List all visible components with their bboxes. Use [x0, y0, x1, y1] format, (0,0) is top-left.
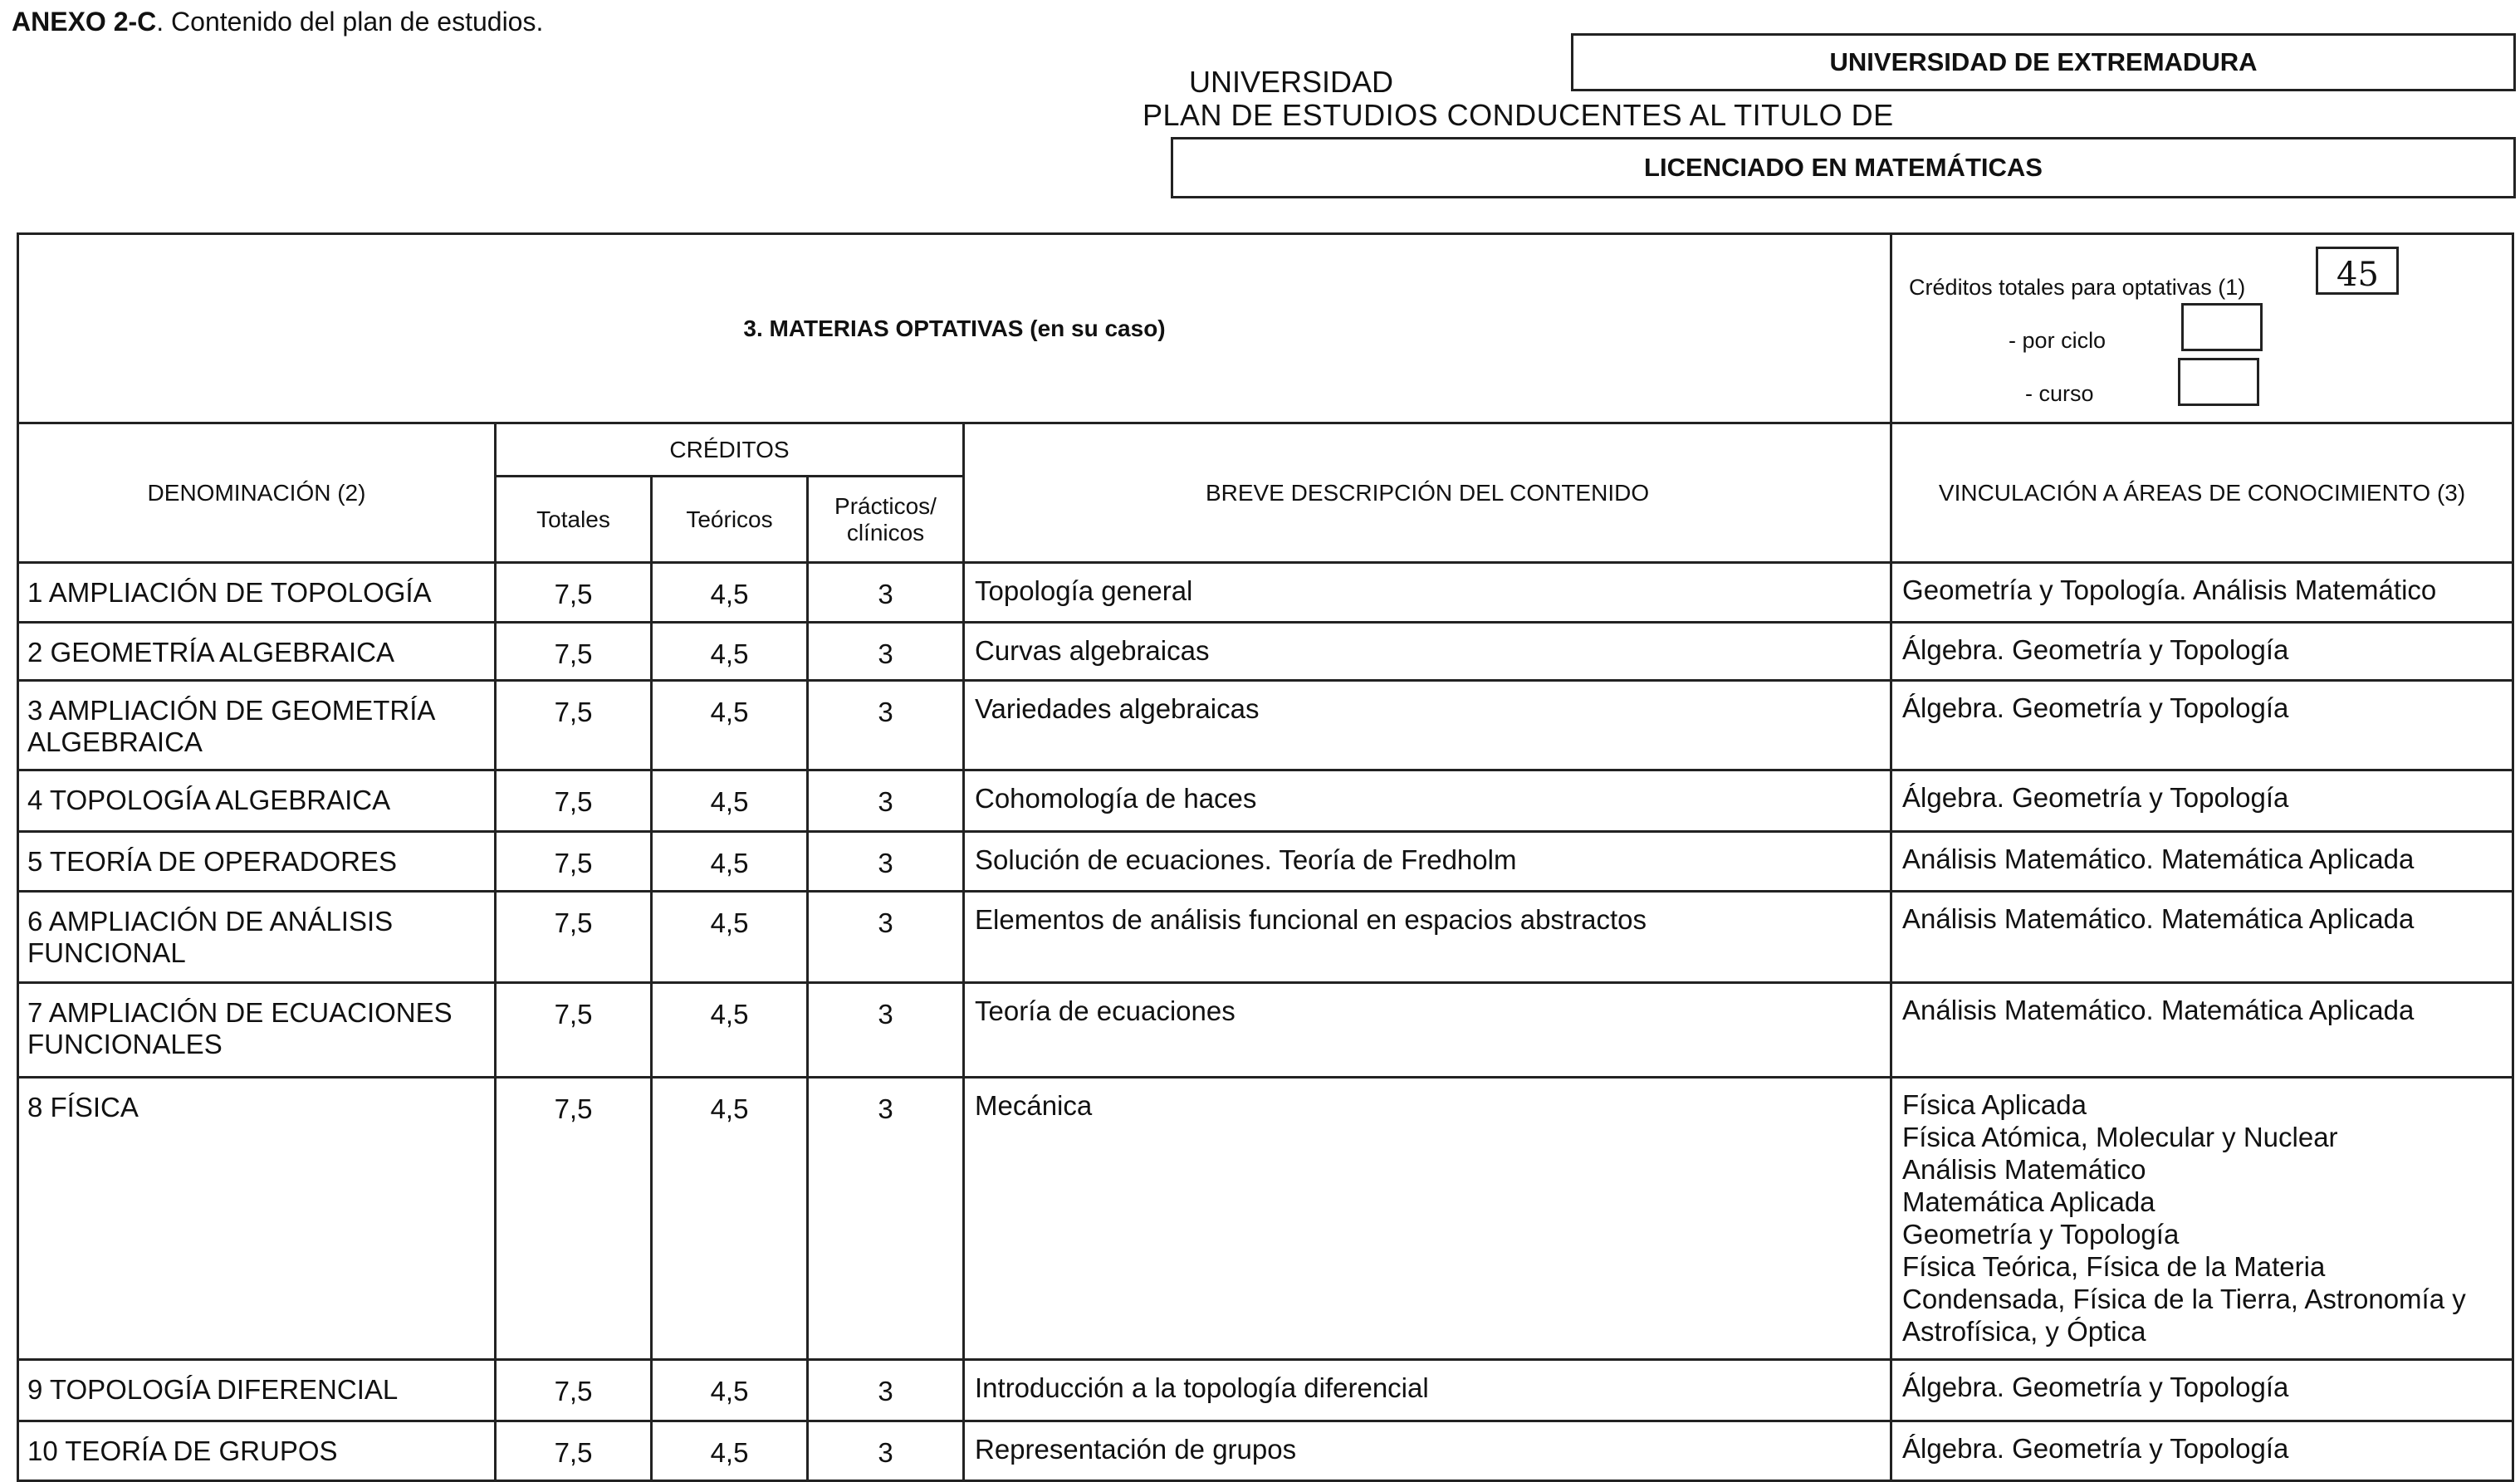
- knowledge-area: Análisis Matemático. Matemática Aplicada: [1902, 844, 2415, 874]
- credits-theory: 4,5: [652, 983, 808, 1078]
- table-row: [18, 623, 2513, 681]
- subject-name: 5 TEORÍA DE OPERADORES: [18, 832, 496, 892]
- subject-name: 2 GEOMETRÍA ALGEBRAICA: [18, 623, 496, 681]
- subject-name: 10 TEORÍA DE GRUPOS: [18, 1421, 496, 1481]
- col-header-description: BREVE DESCRIPCIÓN DEL CONTENIDO: [964, 423, 1891, 563]
- knowledge-areas: [1891, 1360, 2513, 1421]
- table-row: [18, 1078, 2513, 1360]
- subject-name: 9 TOPOLOGÍA DIFERENCIAL: [18, 1360, 496, 1421]
- col-header-totals: Totales: [496, 477, 652, 563]
- university-name-box: [1571, 33, 2516, 91]
- credits-practice: 3: [808, 892, 964, 983]
- knowledge-areas: [1891, 892, 2513, 983]
- knowledge-areas: [1891, 983, 2513, 1078]
- content-description: Variedades algebraicas: [964, 681, 1891, 770]
- table-row: [18, 983, 2513, 1078]
- knowledge-area: Álgebra. Geometría y Topología: [1902, 692, 2289, 723]
- credits-practice: 3: [808, 983, 964, 1078]
- credits-practice: 3: [808, 681, 964, 770]
- knowledge-areas: [1891, 832, 2513, 892]
- knowledge-area: Álgebra. Geometría y Topología: [1902, 1372, 2289, 1402]
- total-credits-label: Créditos totales para optativas (1): [1909, 275, 2246, 300]
- credits-total: 7,5: [496, 892, 652, 983]
- content-description: Mecánica: [964, 1078, 1891, 1360]
- optional-credits-panel: [1891, 234, 2513, 423]
- content-description: Topología general: [964, 563, 1891, 623]
- credits-total: 7,5: [496, 623, 652, 681]
- credits-practice: 3: [808, 623, 964, 681]
- credits-practice: 3: [808, 563, 964, 623]
- credits-total: 7,5: [496, 832, 652, 892]
- knowledge-areas: [1891, 563, 2513, 623]
- subject-name: 3 AMPLIACIÓN DE GEOMETRÍA ALGEBRAICA: [18, 681, 496, 770]
- table-row: [18, 892, 2513, 983]
- credits-theory: 4,5: [652, 681, 808, 770]
- content-description: Cohomología de haces: [964, 770, 1891, 832]
- knowledge-area: Condensada, Física de la Tierra, Astronomía y: [1902, 1284, 2466, 1314]
- knowledge-areas: [1891, 1421, 2513, 1481]
- per-cycle-box: [2181, 303, 2263, 351]
- knowledge-area: Análisis Matemático: [1902, 1154, 2146, 1185]
- section-header-row: [18, 234, 2513, 423]
- table-row: [18, 832, 2513, 892]
- credits-total: 7,5: [496, 983, 652, 1078]
- content-description: Curvas algebraicas: [964, 623, 1891, 681]
- credits-theory: 4,5: [652, 563, 808, 623]
- table-row: [18, 770, 2513, 832]
- credits-total: 7,5: [496, 1360, 652, 1421]
- knowledge-areas: [1891, 1078, 2513, 1360]
- university-label: UNIVERSIDAD: [1189, 65, 1394, 99]
- subject-rows: [18, 563, 2513, 1481]
- credits-theory: 4,5: [652, 1421, 808, 1481]
- subject-name: 8 FÍSICA: [18, 1078, 496, 1360]
- knowledge-area: Matemática Aplicada: [1902, 1186, 2155, 1217]
- credits-total: 7,5: [496, 1421, 652, 1481]
- knowledge-areas: [1891, 770, 2513, 832]
- annex-number: ANEXO 2-C: [12, 7, 157, 37]
- degree-name: LICENCIADO EN MATEMÁTICAS: [1644, 153, 2043, 182]
- credits-theory: 4,5: [652, 623, 808, 681]
- content-description: Elementos de análisis funcional en espacios abstractos: [964, 892, 1891, 983]
- knowledge-area: Análisis Matemático. Matemática Aplicada: [1902, 903, 2415, 934]
- knowledge-area: Geometría y Topología: [1902, 1219, 2180, 1250]
- knowledge-area: Astrofísica, y Óptica: [1902, 1316, 2146, 1347]
- credits-practice: 3: [808, 1078, 964, 1360]
- subject-name: 7 AMPLIACIÓN DE ECUACIONES FUNCIONALES: [18, 983, 496, 1078]
- column-header-row-1: [18, 423, 2513, 477]
- credits-total: 7,5: [496, 1078, 652, 1360]
- content-description: Solución de ecuaciones. Teoría de Fredholm: [964, 832, 1891, 892]
- per-cycle-label: - por ciclo: [2009, 328, 2107, 353]
- col-header-credits: CRÉDITOS: [496, 423, 964, 477]
- knowledge-area: Análisis Matemático. Matemática Aplicada: [1902, 995, 2415, 1025]
- total-credits-value: 45: [2337, 256, 2379, 294]
- section-title: 3. MATERIAS OPTATIVAS (en su caso): [18, 234, 1891, 423]
- degree-box: [1171, 137, 2516, 198]
- per-course-label: - curso: [2025, 381, 2094, 406]
- annex-caption: . Contenido del plan de estudios.: [156, 7, 544, 37]
- knowledge-areas: [1891, 623, 2513, 681]
- table-row: [18, 1421, 2513, 1481]
- knowledge-area: Geometría y Topología. Análisis Matemático: [1902, 575, 2437, 605]
- annex-title: [12, 7, 543, 37]
- knowledge-area: Física Atómica, Molecular y Nuclear: [1902, 1122, 2338, 1152]
- knowledge-area: Álgebra. Geometría y Topología: [1902, 782, 2289, 813]
- credits-practice: 3: [808, 770, 964, 832]
- table-row: [18, 681, 2513, 770]
- knowledge-areas: [1891, 681, 2513, 770]
- university-name: UNIVERSIDAD DE EXTREMADURA: [1829, 47, 2258, 76]
- credits-total: 7,5: [496, 681, 652, 770]
- credits-practice: 3: [808, 832, 964, 892]
- credits-practice: 3: [808, 1421, 964, 1481]
- content-description: Representación de grupos: [964, 1421, 1891, 1481]
- table-row: [18, 1360, 2513, 1421]
- credits-theory: 4,5: [652, 892, 808, 983]
- knowledge-area: Álgebra. Geometría y Topología: [1902, 634, 2289, 665]
- subject-name: 1 AMPLIACIÓN DE TOPOLOGÍA: [18, 563, 496, 623]
- col-header-name: DENOMINACIÓN (2): [18, 423, 496, 563]
- plan-label: PLAN DE ESTUDIOS CONDUCENTES AL TITULO DE: [1143, 98, 1894, 132]
- subject-name: 4 TOPOLOGÍA ALGEBRAICA: [18, 770, 496, 832]
- credits-theory: 4,5: [652, 1360, 808, 1421]
- credits-total: 7,5: [496, 563, 652, 623]
- credits-practice: 3: [808, 1360, 964, 1421]
- knowledge-area: Física Teórica, Física de la Materia: [1902, 1251, 2326, 1282]
- col-header-areas: VINCULACIÓN A ÁREAS DE CONOCIMIENTO (3): [1891, 423, 2513, 563]
- subject-name: 6 AMPLIACIÓN DE ANÁLISIS FUNCIONAL: [18, 892, 496, 983]
- per-course-box: [2178, 358, 2259, 406]
- credits-theory: 4,5: [652, 1078, 808, 1360]
- credits-theory: 4,5: [652, 832, 808, 892]
- knowledge-area: Álgebra. Geometría y Topología: [1902, 1433, 2289, 1464]
- table-row: [18, 563, 2513, 623]
- content-description: Teoría de ecuaciones: [964, 983, 1891, 1078]
- col-header-practice: Prácticos/ clínicos: [808, 477, 964, 563]
- content-description: Introducción a la topología diferencial: [964, 1360, 1891, 1421]
- knowledge-area: Física Aplicada: [1902, 1089, 2087, 1120]
- col-header-theory: Teóricos: [652, 477, 808, 563]
- credits-theory: 4,5: [652, 770, 808, 832]
- credits-total: 7,5: [496, 770, 652, 832]
- total-credits-box: [2316, 247, 2399, 295]
- optional-subjects-table: [17, 232, 2514, 1482]
